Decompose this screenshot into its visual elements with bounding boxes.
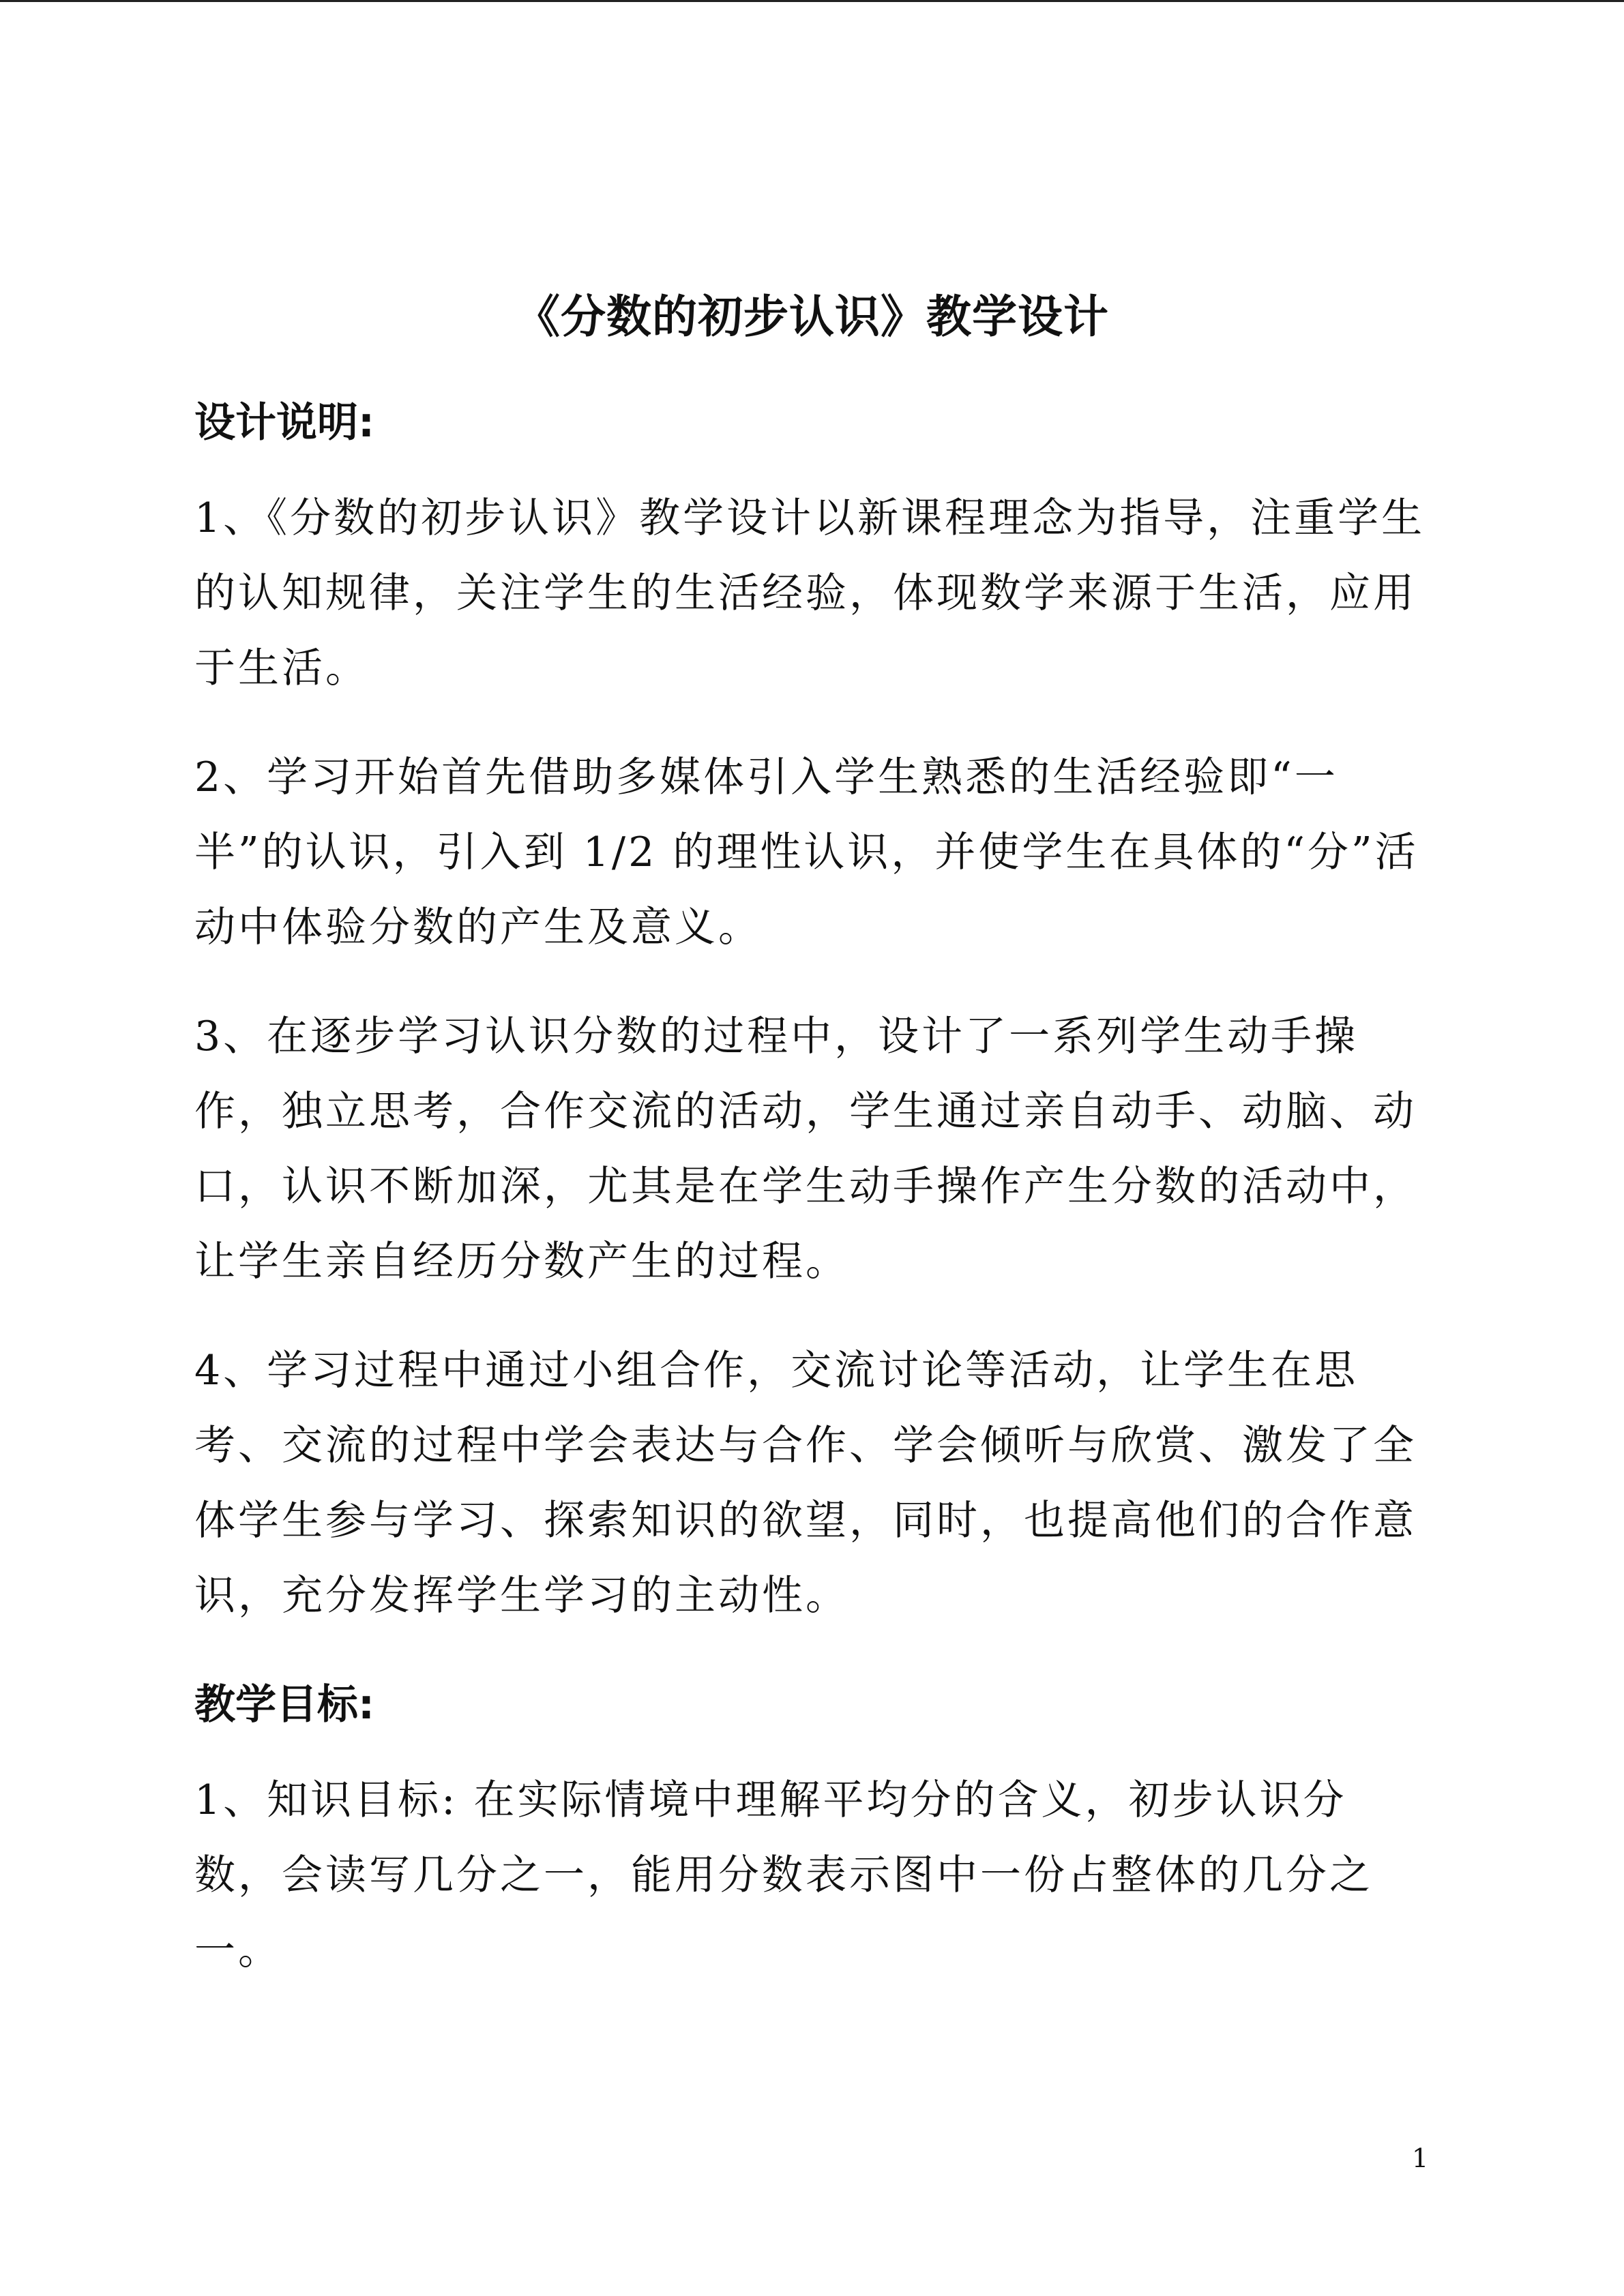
paragraph-design-note-1: 1、《分数的初步认识》教学设计以新课程理念为指导，注重学生的认知规律，关注学生的生活经验，体现数学来源于生活，应用于生活。 — [194, 494, 1426, 692]
paragraph-design-note-3: 3、在逐步学习认识分数的过程中，设计了一系列学生动手操作，独立思考，合作交流的活动，学生通过亲自动手、动脑、动口，认识不断加深，尤其是在学生动手操作产生分数的活动中，让学生亲自经历分数产生的过程。 — [194, 1013, 1417, 1285]
paragraph-design-note-4: 4、学习过程中通过小组合作，交流讨论等活动，让学生在思考、交流的过程中学会表达与合作、学会倾听与欣赏、激发了全体学生参与学习、探索知识的欲望，同时，也提高他们的合作意识，充分发挥学生学习的主动性。 — [194, 1347, 1417, 1620]
section-heading-teaching-objectives: 教学目标: — [194, 1681, 374, 1729]
section-heading-design-notes: 设计说明: — [194, 399, 374, 447]
document-body — [194, 385, 1432, 1988]
page-number: 1 — [1412, 2143, 1429, 2173]
paragraph-design-note-2: 2、学习开始首先借助多媒体引入学生熟悉的生活经验即“一半”的认识，引入到 1/2 的理性认识，并使学生在具体的“分”活动中体验分数的产生及意义。 — [194, 754, 1419, 951]
document-title: 《分数的初步认识》教学设计 — [515, 290, 1109, 343]
paragraph-objective-1: 1、知识目标: 在实际情境中理解平均分的含义，初步认识分数，会读写几分之一，能用分数表示图中一份占整体的几分之一。 — [194, 1776, 1373, 1974]
page-top-rule — [0, 0, 1624, 2]
